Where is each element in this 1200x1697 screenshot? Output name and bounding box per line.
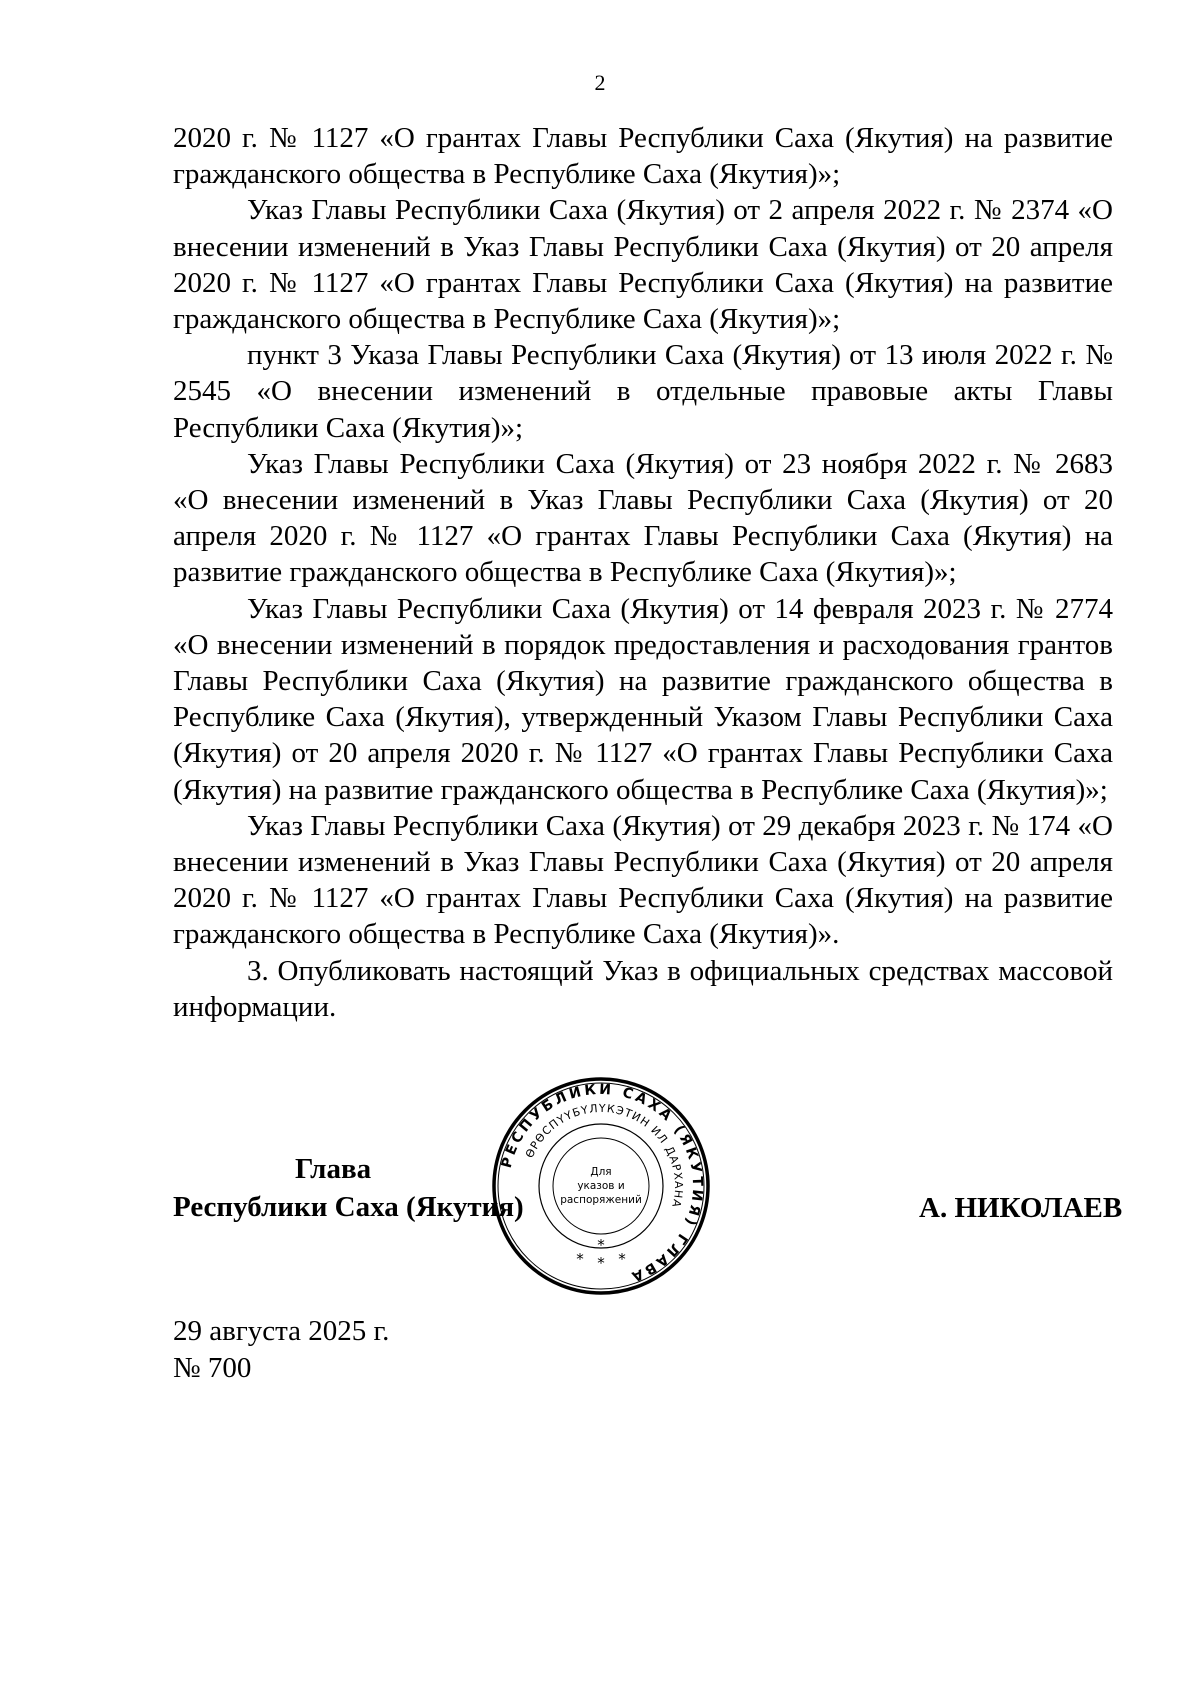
seal-center-line1: Для: [590, 1166, 612, 1178]
decree-body: [173, 120, 1113, 1025]
seal-inner-text: ӨРӨСПҮҮБҮЛҮКЭТИН ИЛ ДАРХАНА: [522, 1101, 686, 1210]
signatory-title-line1: Глава: [295, 1153, 372, 1185]
svg-text:*: *: [618, 1250, 626, 1268]
document-number: № 700: [173, 1352, 252, 1384]
page-number: 2: [594, 70, 606, 95]
paragraph-5: Указ Главы Республики Саха (Якутия) от 14 февраля 2023 г. № 2774 «О внесении изменений в порядок предоставления и расходования грантов Главы Республики Саха (Якутия) на развитие гражданского общества в Республике Саха (Якутия), утвержденный Указом Главы Республики Саха (Якутия) от 20 апреля 2020 г. № 1127 «О грантах Главы Республики Саха (Якутия) на развитие гражданского общества в Республике Саха (Якутия)»;: [173, 592, 1113, 806]
seal-center-line2: указов и: [577, 1180, 625, 1192]
document-details: [173, 1313, 389, 1387]
seal-outer-text: РЕСПУБЛИКИ САХА (ЯКУТИЯ) ГЛАВА: [498, 1081, 706, 1286]
seal-center-line3: распоряжений: [560, 1194, 642, 1206]
svg-text:*: *: [576, 1250, 584, 1268]
seal-stars: [576, 1236, 626, 1272]
paragraph-4: Указ Главы Республики Саха (Якутия) от 23 ноября 2022 г. № 2683 «О внесении изменений в Указ Главы Республики Саха (Якутия) от 20 апреля 2020 г. № 1127 «О грантах Главы Республики Саха (Якутия) на развитие гражданского общества в Республике Саха (Якутия)»;: [173, 447, 1113, 589]
paragraph-6: Указ Главы Республики Саха (Якутия) от 29 декабря 2023 г. № 174 «О внесении изменений в Указ Главы Республики Саха (Якутия) от 20 апреля 2020 г. № 1127 «О грантах Главы Республики Саха (Якутия) на развитие гражданского общества в Республике Саха (Якутия)».: [173, 809, 1113, 951]
document-date: 29 августа 2025 г.: [173, 1315, 390, 1347]
official-seal: [490, 1075, 712, 1297]
signatory-title: [173, 1150, 524, 1226]
signatory-name: А. НИКОЛАЕВ: [919, 1192, 1123, 1224]
paragraph-2: Указ Главы Республики Саха (Якутия) от 2 апреля 2022 г. № 2374 «О внесении изменений в Указ Главы Республики Саха (Якутия) от 20 апреля 2020 г. № 1127 «О грантах Главы Республики Саха (Якутия) на развитие гражданского общества в Республике Саха (Якутия)»;: [173, 194, 1113, 336]
paragraph-7: 3. Опубликовать настоящий Указ в официальных средствах массовой информации.: [173, 954, 1113, 1023]
svg-text:*: *: [597, 1254, 605, 1272]
svg-text:*: *: [597, 1236, 605, 1254]
paragraph-1: 2020 г. № 1127 «О грантах Главы Республики Саха (Якутия) на развитие гражданского общества в Республике Саха (Якутия)»;: [173, 122, 1113, 191]
paragraph-3: пункт 3 Указа Главы Республики Саха (Якутия) от 13 июля 2022 г. № 2545 «О внесении изменений в отдельные правовые акты Главы Республики Саха (Якутия)»;: [173, 339, 1113, 444]
signatory-title-line2: Республики Саха (Якутия): [173, 1191, 524, 1223]
